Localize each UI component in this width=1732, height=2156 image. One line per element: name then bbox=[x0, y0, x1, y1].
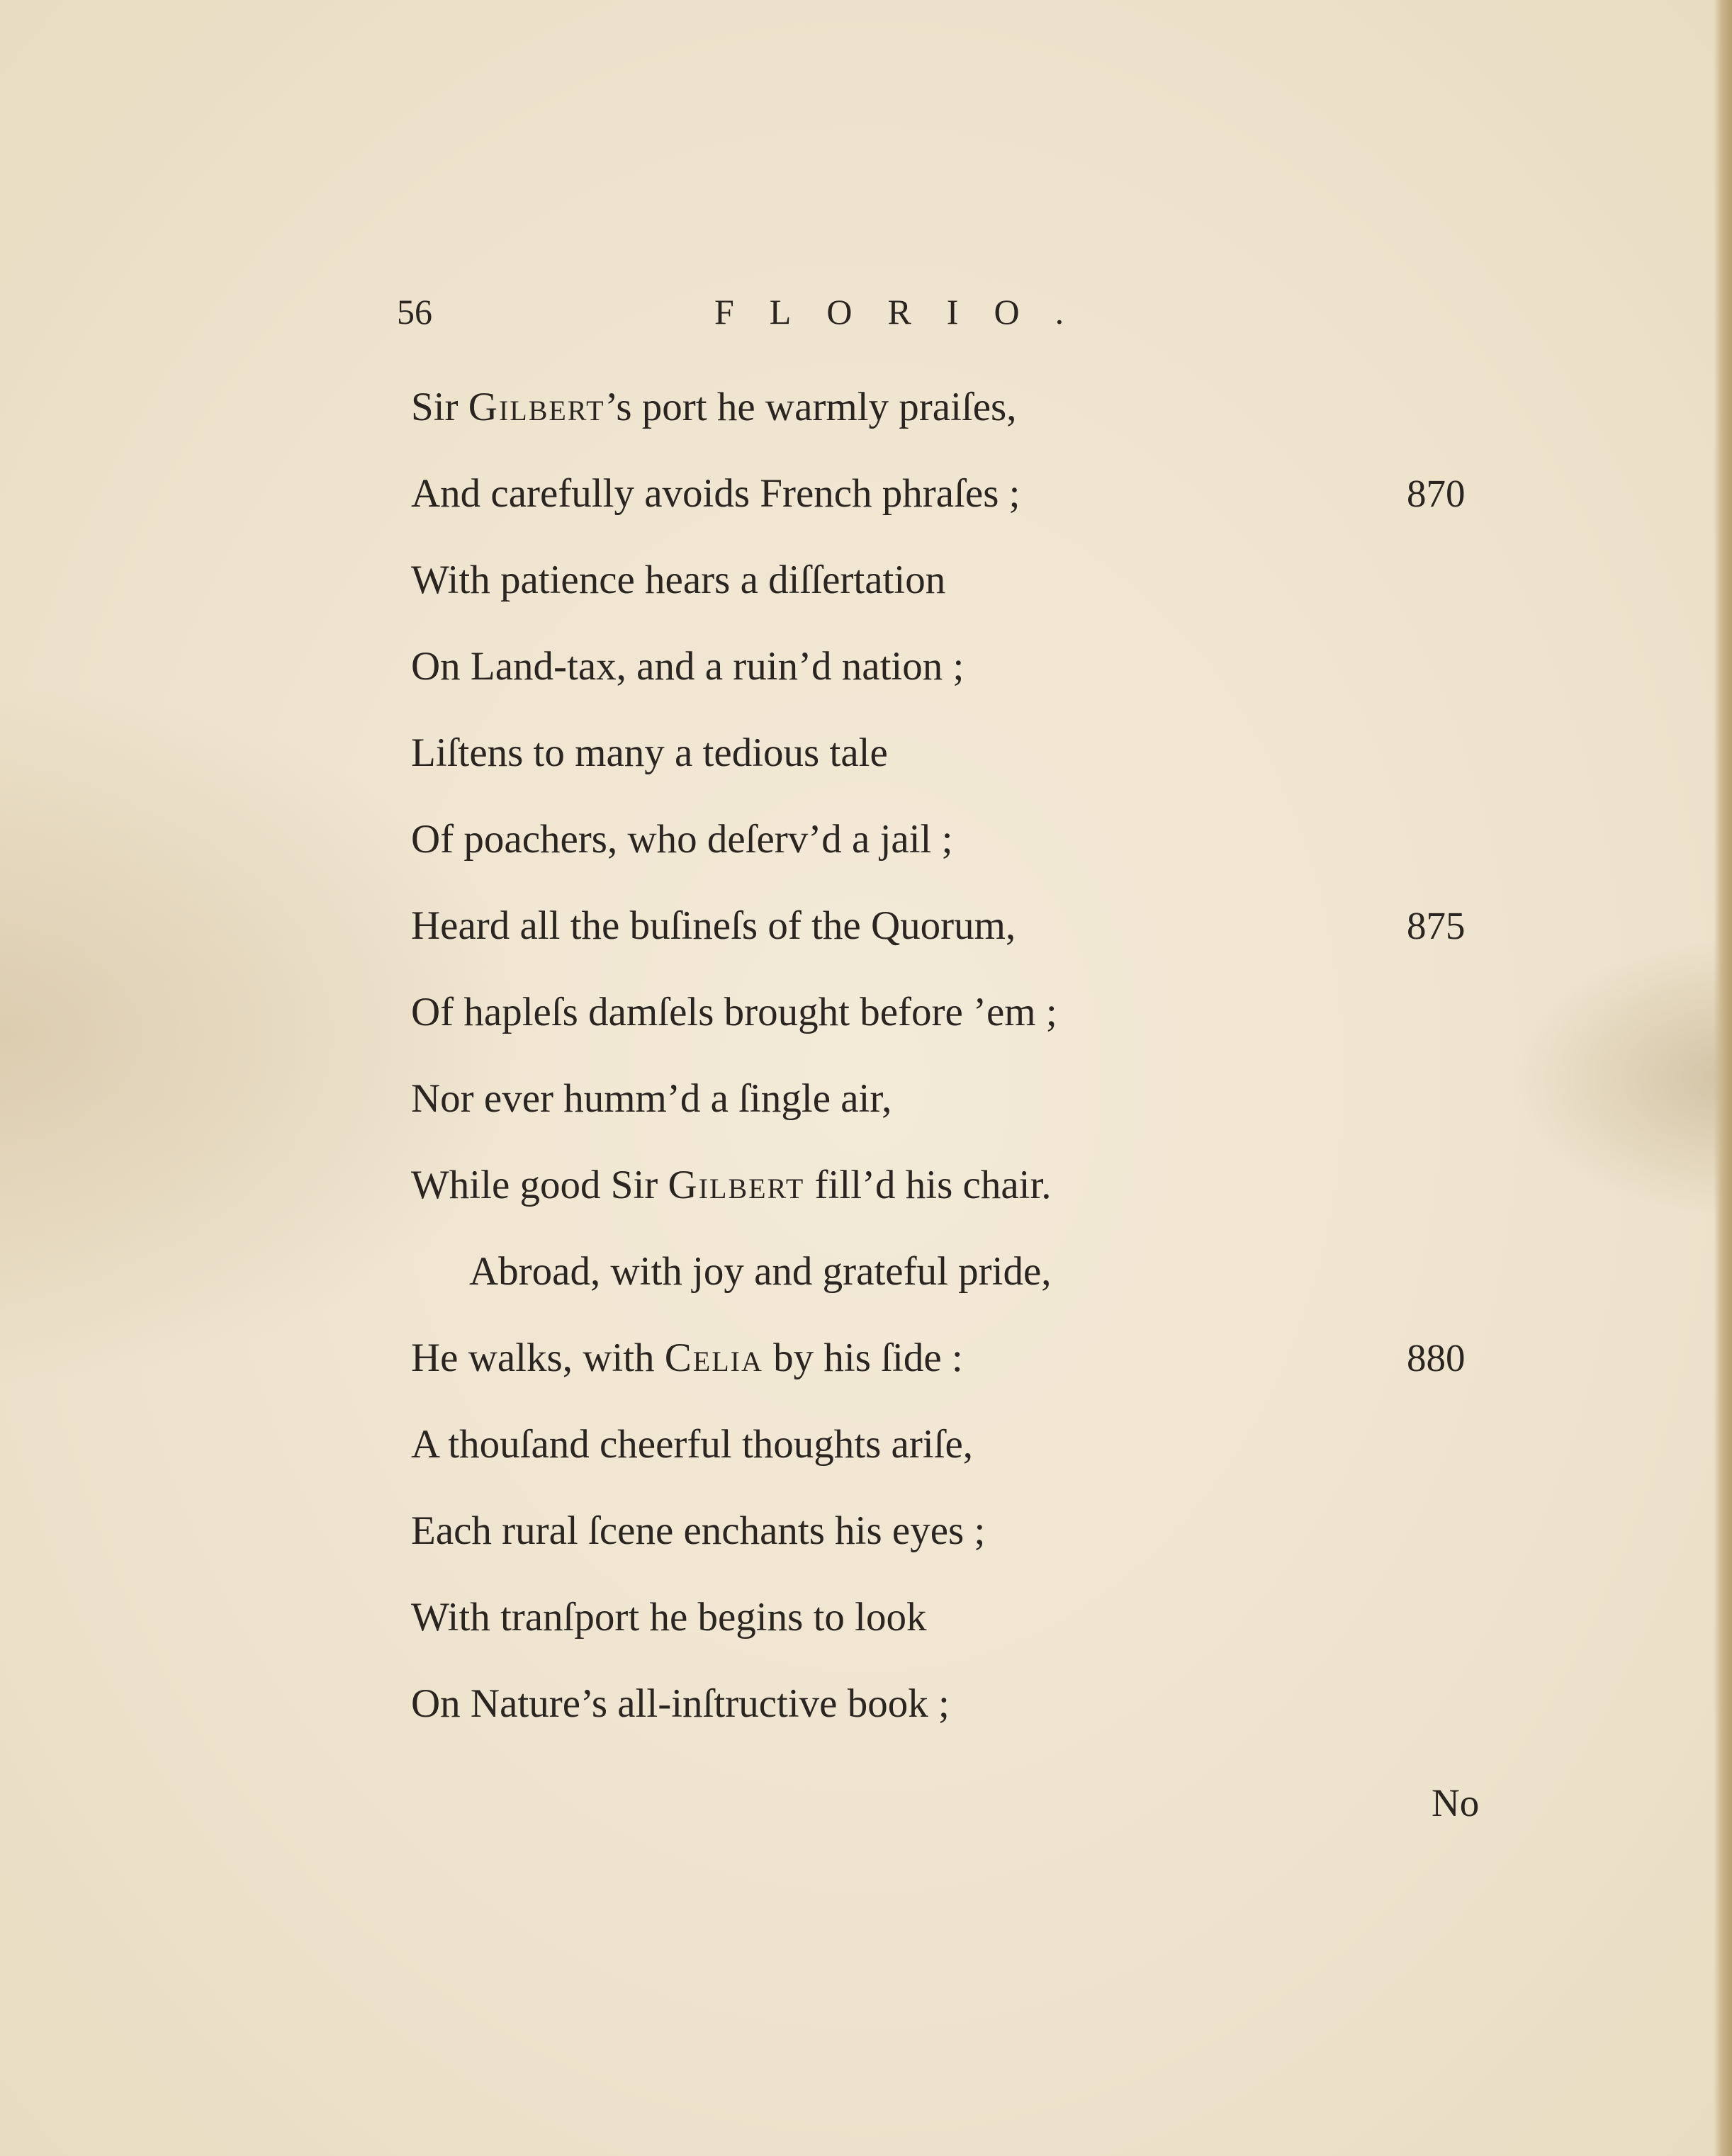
line-number: 870 bbox=[1407, 472, 1466, 515]
verse-text: Of poachers, who deſerv’d a jail ; bbox=[411, 817, 953, 862]
verse-line bbox=[411, 887, 1016, 965]
verse-line bbox=[411, 368, 1016, 446]
verse-text: Abroad, with joy and grateful pride, bbox=[469, 1249, 1052, 1294]
verse-text: With patience hears a diſſertation bbox=[411, 558, 946, 602]
verse-line bbox=[469, 1233, 1052, 1311]
verse-text: Of hapleſs damſels brought before ’em ; bbox=[411, 990, 1057, 1034]
verse-small-caps-name: Gilbert bbox=[668, 1163, 805, 1207]
verse-text: Liſtens to many a tedious tale bbox=[411, 730, 888, 775]
verse-line bbox=[411, 1579, 927, 1656]
page-number: 56 bbox=[397, 292, 432, 332]
verse-text: While good Sir bbox=[411, 1163, 668, 1207]
verse-text: On Nature’s all-inſtructive book ; bbox=[411, 1681, 950, 1726]
verse-text-continued: fill’d his chair. bbox=[804, 1163, 1052, 1207]
verse-text: Each rural ſcene enchants his eyes ; bbox=[411, 1508, 986, 1553]
verse-text-continued: by his ſide : bbox=[763, 1336, 963, 1380]
verse-line bbox=[411, 628, 964, 706]
verse-line bbox=[411, 1319, 963, 1397]
verse-small-caps-name: Gilbert bbox=[468, 385, 605, 429]
verse-text: Sir bbox=[411, 385, 468, 429]
verse-text: With tranſport he begins to look bbox=[411, 1595, 927, 1639]
verse-line bbox=[411, 1146, 1052, 1224]
verse-line bbox=[411, 1060, 892, 1138]
page-edge-shadow bbox=[1714, 0, 1732, 2156]
verse-line bbox=[411, 714, 888, 792]
line-number: 875 bbox=[1407, 904, 1466, 947]
verse-line bbox=[411, 801, 952, 879]
verse-text: Nor ever humm’d a ſingle air, bbox=[411, 1076, 892, 1121]
verse-line bbox=[411, 541, 945, 619]
verse-line bbox=[411, 1406, 973, 1484]
verse-line bbox=[411, 455, 1020, 533]
page-header bbox=[397, 283, 1176, 340]
catchword: No bbox=[1432, 1781, 1480, 1824]
verse-text: And carefully avoids French phraſes ; bbox=[411, 471, 1020, 516]
verse-line bbox=[411, 1665, 950, 1743]
verse-line bbox=[411, 973, 1057, 1051]
running-title: FLORIO. bbox=[714, 292, 1100, 332]
verse-text: On Land-tax, and a ruin’d nation ; bbox=[411, 644, 965, 689]
verse-text: Heard all the buſineſs of the Quorum, bbox=[411, 903, 1016, 948]
verse-small-caps-name: Celia bbox=[664, 1336, 763, 1380]
line-number: 880 bbox=[1407, 1336, 1466, 1379]
verse-text-continued: ’s port he warmly praiſes, bbox=[604, 385, 1017, 429]
verse-line bbox=[411, 1492, 985, 1570]
verse-text: He walks, with bbox=[411, 1336, 665, 1380]
verse-text: A thouſand cheerful thoughts ariſe, bbox=[411, 1422, 974, 1467]
